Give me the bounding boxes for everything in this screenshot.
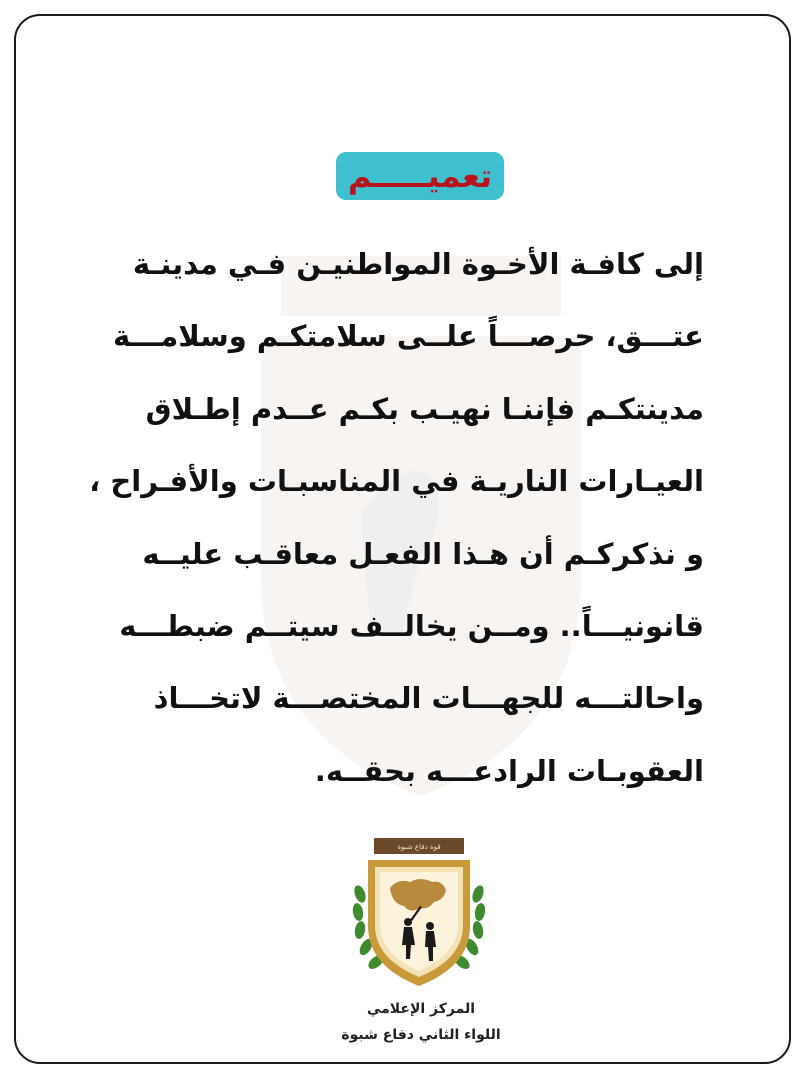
body-line: إلى كافـة الأخـوة المواطنيـن فـي مدينـة xyxy=(132,247,704,281)
document-frame xyxy=(14,14,791,1064)
body-line: العيـارات الناريـة في المناسبـات والأفـراح ، xyxy=(89,464,704,499)
emblem-banner-text: قوة دفاع شبوة xyxy=(397,843,441,851)
body-line: العقوبـات الرادعـــه بحقــه. xyxy=(314,753,704,788)
signature-brigade: اللواء الثاني دفاع شبوة xyxy=(341,1027,501,1043)
body-line: قانونيـــاً.. ومــن يخالــف سيتــم ضبطـــه xyxy=(119,608,704,643)
body-line: واحالتـــه للجهـــات المختصـــة لاتخـــاذ xyxy=(153,681,704,716)
body-line: مدينتكـم فإننـا نهيـب بكـم عــدم إطـلاق xyxy=(145,391,704,426)
title-badge xyxy=(336,152,504,200)
brigade-emblem-logo xyxy=(346,834,492,992)
announcement-body xyxy=(89,228,704,807)
body-line: عتـــق، حرصـــاً علــى سلامتكـم وسلامـــة xyxy=(112,319,704,354)
document-title: تعميـــــم xyxy=(347,157,493,195)
body-line: و نذكركـم أن هـذا الفعـل معاقـب عليــه xyxy=(142,536,704,571)
signature-media-center: المركز الإعلامي xyxy=(366,1001,476,1017)
